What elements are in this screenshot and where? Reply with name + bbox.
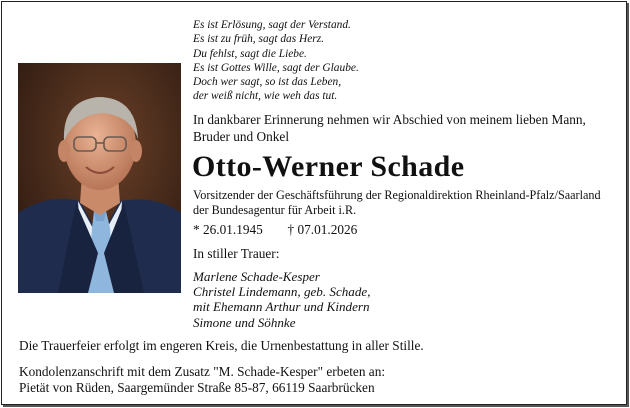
- funeral-note: Die Trauerfeier erfolgt im engeren Kreis, die Urnenbestattung in aller Stille.: [19, 338, 424, 353]
- death-date: 07.01.2026: [297, 222, 358, 237]
- obituary-notice: [1, 1, 627, 405]
- mourner-line: Christel Lindemann, geb. Schade,: [193, 284, 371, 300]
- deceased-name: Otto-Werner Schade: [192, 150, 465, 183]
- intro-line: In dankbarer Erinnerung nehmen wir Abschied von meinem lieben Mann,: [193, 112, 586, 127]
- condolence-line: Kondolenzanschrift mit dem Zusatz "M. Schade-Kesper" erbeten an:: [19, 364, 386, 379]
- poem-line: Es ist Erlösung, sagt der Verstand.: [193, 19, 351, 31]
- poem-line: Es ist zu früh, sagt das Herz.: [193, 33, 325, 46]
- mourners-list: [193, 269, 370, 330]
- poem-line: Es ist Gottes Wille, sagt der Glaube.: [193, 61, 359, 74]
- poem-line: der weiß nicht, wie weh das tut.: [193, 90, 338, 103]
- portrait-photo: [18, 63, 181, 293]
- intro-text: [193, 112, 613, 145]
- poem-line: Doch wer sagt, so ist das Leben,: [193, 76, 342, 89]
- life-dates: [193, 222, 357, 238]
- condolence-address: [19, 364, 385, 397]
- poem-line: Du fehlst, sagt die Liebe.: [193, 47, 307, 60]
- condolence-line: Pietät von Rüden, Saargemünder Straße 85-87, 66119 Saarbrücken: [19, 380, 375, 396]
- mourning-label: In stiller Trauer:: [193, 246, 280, 261]
- death-symbol: †: [287, 222, 295, 237]
- birth-symbol: *: [193, 222, 200, 237]
- mourner-line: mit Ehemann Arthur und Kindern: [193, 299, 370, 315]
- mourner-line: Marlene Schade-Kesper: [193, 269, 320, 284]
- position-line: der Bundesagentur für Arbeit i.R.: [193, 202, 357, 217]
- mourner-line: Simone und Söhnke: [193, 314, 296, 330]
- birth-date: 26.01.1945: [202, 222, 263, 237]
- intro-line: Bruder und Onkel: [193, 128, 290, 144]
- deceased-position: [193, 188, 601, 217]
- portrait-illustration: [18, 63, 181, 293]
- poem: [193, 18, 359, 104]
- position-line: Vorsitzender der Geschäftsführung der Regionaldirektion Rheinland-Pfalz/Saarland: [193, 188, 601, 202]
